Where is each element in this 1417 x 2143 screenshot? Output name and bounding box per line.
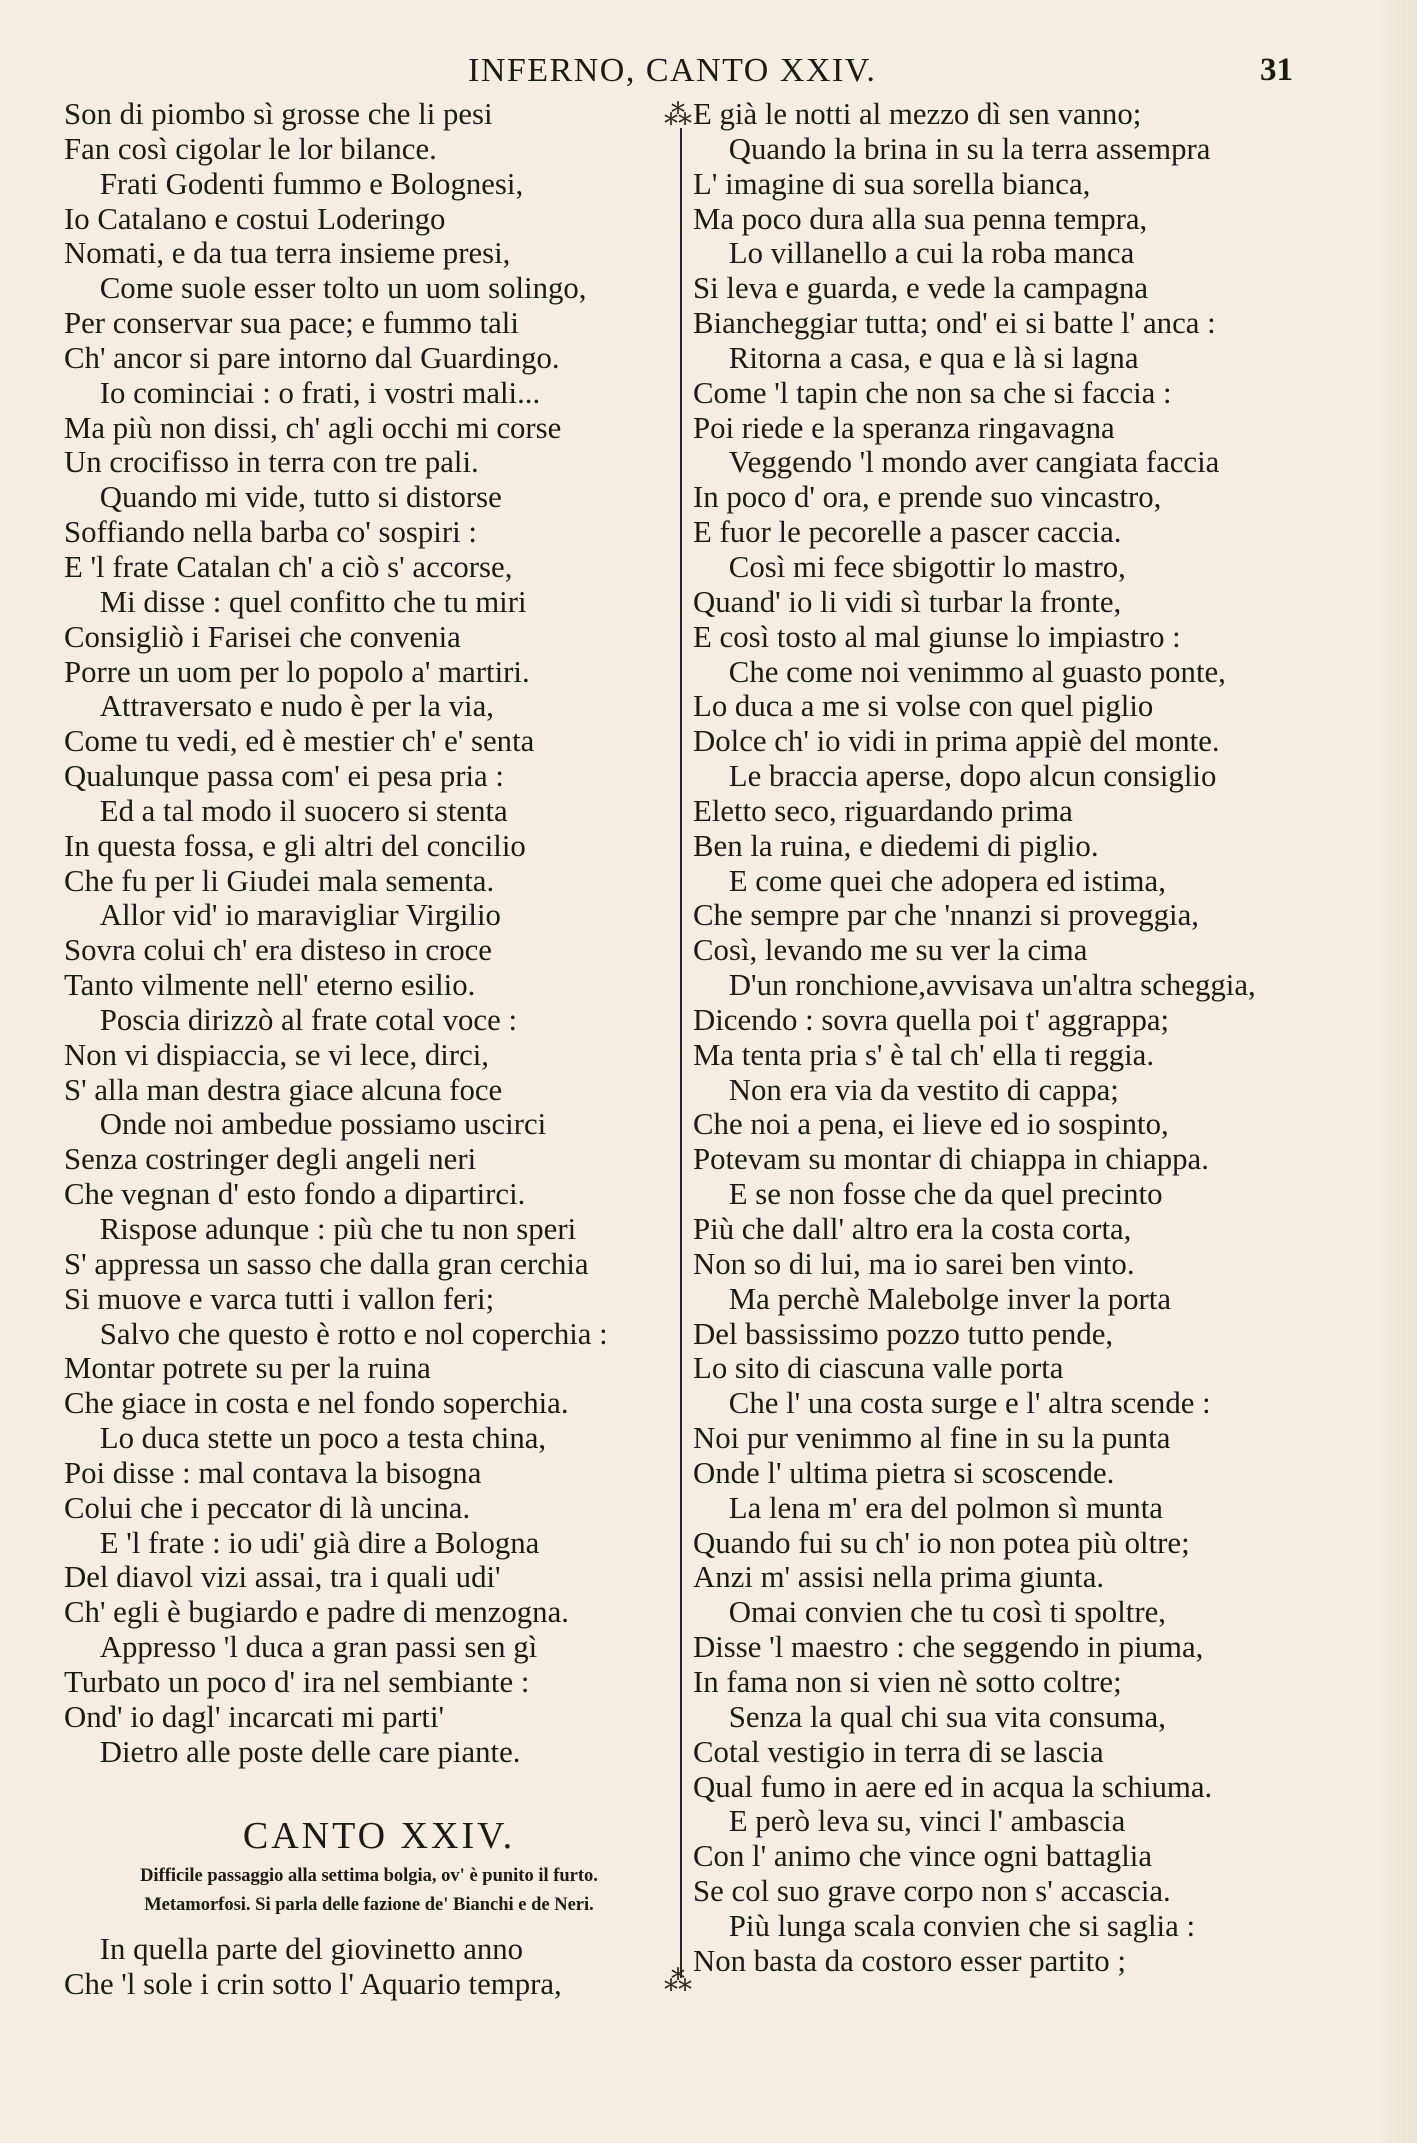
- verse-line: Soffiando nella barba co' sospiri :: [64, 514, 477, 550]
- verse-line: Mi disse : quel confitto che tu miri: [99, 583, 527, 619]
- verse-line: E così tosto al mal giunse lo impiastro :: [693, 618, 1181, 654]
- verse-line: Salvo che questo è rotto e nol coperchia :: [99, 1315, 608, 1351]
- verse-line: Quand' io li vidi sì turbar la fronte,: [693, 583, 1122, 619]
- verse-line: Fan così cigolar le lor bilance.: [64, 130, 437, 166]
- verse-line: Omai convien che tu così ti spoltre,: [728, 1594, 1166, 1630]
- page-edge-shadow: [1377, 0, 1417, 2143]
- verse-line: Dolce ch' io vidi in prima appiè del monte.: [693, 723, 1220, 759]
- canto-opening-verses: [64, 1932, 674, 2002]
- verse-line: La lena m' era del polmon sì munta: [728, 1489, 1163, 1525]
- verse-line: Come 'l tapin che non sa che si faccia :: [693, 374, 1172, 410]
- verse-line: E come quei che adopera ed istima,: [728, 862, 1166, 898]
- verse-line: Noi pur venimmo al fine in su la punta: [693, 1420, 1171, 1456]
- verse-line: Ma più non dissi, ch' agli occhi mi corse: [64, 409, 562, 445]
- verse-line: Dietro alle poste delle care piante.: [99, 1733, 521, 1769]
- verse-line: Non era via da vestito di cappa;: [728, 1071, 1119, 1107]
- verse-line: Turbato un poco d' ira nel sembiante :: [64, 1663, 530, 1699]
- ornament-bottom: ⁂: [664, 1964, 692, 1997]
- verse-line: Come tu vedi, ed è mestier ch' e' senta: [64, 723, 535, 759]
- verse-line: Rispose adunque : più che tu non speri: [99, 1211, 577, 1246]
- verse-line: Ritorna a casa, e qua e là si lagna: [728, 339, 1139, 375]
- verse-line: Tanto vilmente nell' eterno esilio.: [64, 967, 476, 1003]
- verse-line: Attraversato e nudo è per la via,: [99, 688, 494, 724]
- verse-line: In quella parte del giovinetto anno: [99, 1931, 524, 1966]
- verse-line: Ma poco dura alla sua penna tempra,: [693, 200, 1148, 236]
- verse-line: Senza costringer degli angeli neri: [64, 1141, 477, 1177]
- verse-line: In fama non si vien nè sotto coltre;: [693, 1663, 1122, 1699]
- verse-line: Si leva e guarda, e vede la campagna: [693, 270, 1149, 306]
- verse-line: Se col suo grave corpo non s' accascia.: [693, 1873, 1171, 1909]
- verse-line: Appresso 'l duca a gran passi sen gì: [99, 1629, 538, 1665]
- verse-line: Così mi fece sbigottir lo mastro,: [728, 548, 1126, 584]
- verse-line: E se non fosse che da quel precinto: [728, 1176, 1163, 1212]
- verse-line: Porre un uom per lo popolo a' martiri.: [64, 653, 530, 689]
- verse-line: Per conservar sua pace; e fummo tali: [64, 305, 519, 341]
- verse-line: Un crocifisso in terra con tre pali.: [64, 444, 479, 480]
- verse-line: Colui che i peccator di là uncina.: [64, 1489, 471, 1525]
- left-column-verses: [64, 97, 674, 1770]
- verse-line: Non basta da costoro esser partito ;: [693, 1942, 1126, 1978]
- verse-line: Frati Godenti fummo e Bolognesi,: [99, 165, 524, 201]
- verse-line: S' appressa un sasso che dalla gran cerchia: [64, 1245, 589, 1281]
- verse-line: Le braccia aperse, dopo alcun consiglio: [728, 758, 1217, 794]
- verse-line: Io cominciai : o frati, i vostri mali...: [99, 374, 541, 410]
- verse-line: S' alla man destra giace alcuna foce: [64, 1071, 503, 1107]
- verse-line: Più lunga scala convien che si saglia :: [728, 1907, 1196, 1943]
- canto-argument-line-1: Difficile passaggio alla settima bolgia, ov' è punito il furto.: [140, 1866, 598, 1886]
- verse-line: In questa fossa, e gli altri del concilio: [64, 827, 526, 863]
- verse-line: Consigliò i Farisei che convenia: [64, 618, 461, 654]
- verse-line: Quando la brina in su la terra assempra: [728, 130, 1211, 166]
- verse-line: Cotal vestigio in terra di se lascia: [693, 1733, 1104, 1769]
- verse-line: Che come noi venimmo al guasto ponte,: [728, 653, 1226, 689]
- canto-heading-block: [64, 1810, 674, 1920]
- verse-line: Poi riede e la speranza ringavagna: [693, 409, 1115, 445]
- verse-line: Ma tenta pria s' è tal ch' ella ti reggia.: [693, 1036, 1155, 1072]
- running-head: [0, 52, 1417, 96]
- verse-line: Veggendo 'l mondo aver cangiata faccia: [728, 444, 1220, 480]
- column-divider-rule: [680, 128, 682, 1978]
- verse-line: Allor vid' io maravigliar Virgilio: [99, 897, 501, 933]
- canto-argument-line-2: Metamorfosi. Si parla delle fazione de' Bianchi e de Neri.: [144, 1895, 594, 1915]
- verse-line: Lo duca stette un poco a testa china,: [99, 1420, 547, 1456]
- verse-line: L' imagine di sua sorella bianca,: [693, 165, 1091, 201]
- verse-line: Senza la qual chi sua vita consuma,: [728, 1698, 1166, 1734]
- verse-line: In poco d' ora, e prende suo vincastro,: [693, 479, 1162, 515]
- verse-line: Biancheggiar tutta; ond' ei si batte l' anca :: [693, 305, 1216, 341]
- verse-line: Del diavol vizi assai, tra i quali udi': [64, 1559, 501, 1595]
- verse-line: Ch' egli è bugiardo e padre di menzogna.: [64, 1594, 569, 1630]
- verse-line: Così, levando me su ver la cima: [693, 932, 1088, 968]
- verse-line: Che 'l sole i crin sotto l' Aquario tempra,: [64, 1965, 562, 2001]
- verse-line: Montar potrete su per la ruina: [64, 1350, 431, 1386]
- verse-line: Che l' una costa surge e l' altra scende :: [728, 1385, 1211, 1421]
- verse-line: Poscia dirizzò al frate cotal voce :: [99, 1001, 518, 1037]
- verse-line: Disse 'l maestro : che seggendo in piuma,: [693, 1629, 1204, 1665]
- verse-line: E già le notti al mezzo dì sen vanno;: [693, 96, 1142, 131]
- verse-line: Più che dall' altro era la costa corta,: [693, 1211, 1132, 1246]
- verse-line: Ch' ancor si pare intorno dal Guardingo.: [64, 339, 560, 375]
- verse-line: Sovra colui ch' era disteso in croce: [64, 932, 492, 968]
- verse-line: Che vegnan d' esto fondo a dipartirci.: [64, 1176, 526, 1212]
- verse-line: E 'l frate : io udi' già dire a Bologna: [99, 1524, 540, 1560]
- verse-line: Che sempre par che 'nnanzi si proveggia,: [693, 897, 1199, 933]
- verse-line: Lo duca a me si volse con quel piglio: [693, 688, 1154, 724]
- verse-line: Si muove e varca tutti i vallon feri;: [64, 1280, 495, 1316]
- verse-line: Lo sito di ciascuna valle porta: [693, 1350, 1064, 1386]
- verse-line: Poi disse : mal contava la bisogna: [64, 1454, 482, 1490]
- verse-line: Dicendo : sovra quella poi t' aggrappa;: [693, 1001, 1170, 1037]
- verse-line: Che giace in costa e nel fondo soperchia.: [64, 1385, 569, 1421]
- verse-line: Onde noi ambedue possiamo uscirci: [99, 1106, 547, 1142]
- ornament-top: ⁂: [664, 98, 692, 131]
- verse-line: Ed a tal modo il suocero si stenta: [99, 792, 508, 828]
- page-number: 31: [1260, 52, 1293, 88]
- verse-line: Anzi m' assisi nella prima giunta.: [693, 1559, 1105, 1595]
- verse-line: Del bassissimo pozzo tutto pende,: [693, 1315, 1114, 1351]
- verse-line: Eletto seco, riguardando prima: [693, 792, 1073, 828]
- verse-line: Qualunque passa com' ei pesa pria :: [64, 758, 504, 794]
- verse-line: Con l' animo che vince ogni battaglia: [693, 1838, 1152, 1874]
- right-column-verses: [693, 97, 1333, 1979]
- verse-line: E fuor le pecorelle a pascer caccia.: [693, 514, 1122, 550]
- verse-line: Io Catalano e costui Loderingo: [64, 200, 446, 236]
- canto-heading: CANTO XXIV.: [242, 1815, 516, 1857]
- verse-line: Non vi dispiaccia, se vi lece, dirci,: [64, 1036, 490, 1072]
- verse-line: E 'l frate Catalan ch' a ciò s' accorse,: [64, 548, 513, 584]
- verse-line: Ma perchè Malebolge inver la porta: [728, 1280, 1172, 1316]
- verse-line: Come suole esser tolto un uom solingo,: [99, 270, 587, 306]
- verse-line: Son di piombo sì grosse che li pesi: [64, 96, 493, 131]
- verse-line: Che fu per li Giudei mala sementa.: [64, 862, 495, 898]
- verse-line: E però leva su, vinci l' ambascia: [728, 1803, 1126, 1839]
- running-head-title: INFERNO, CANTO XXIV.: [468, 52, 877, 89]
- verse-line: Ben la ruina, e diedemi di piglio.: [693, 827, 1099, 863]
- verse-line: Quando fui su ch' io non potea più oltre;: [693, 1524, 1190, 1560]
- verse-line: D'un ronchione,avvisava un'altra scheggia,: [728, 967, 1256, 1003]
- verse-line: Nomati, e da tua terra insieme presi,: [64, 235, 511, 271]
- verse-line: Lo villanello a cui la roba manca: [728, 235, 1135, 271]
- verse-line: Potevam su montar di chiappa in chiappa.: [693, 1141, 1209, 1177]
- verse-line: Non so di lui, ma io sarei ben vinto.: [693, 1245, 1135, 1281]
- verse-line: Ond' io dagl' incarcati mi parti': [64, 1698, 445, 1734]
- verse-line: Onde l' ultima pietra si scoscende.: [693, 1454, 1115, 1490]
- verse-line: Qual fumo in aere ed in acqua la schiuma.: [693, 1768, 1213, 1804]
- verse-line: Quando mi vide, tutto si distorse: [99, 479, 502, 515]
- verse-line: Che noi a pena, ei lieve ed io sospinto,: [693, 1106, 1169, 1142]
